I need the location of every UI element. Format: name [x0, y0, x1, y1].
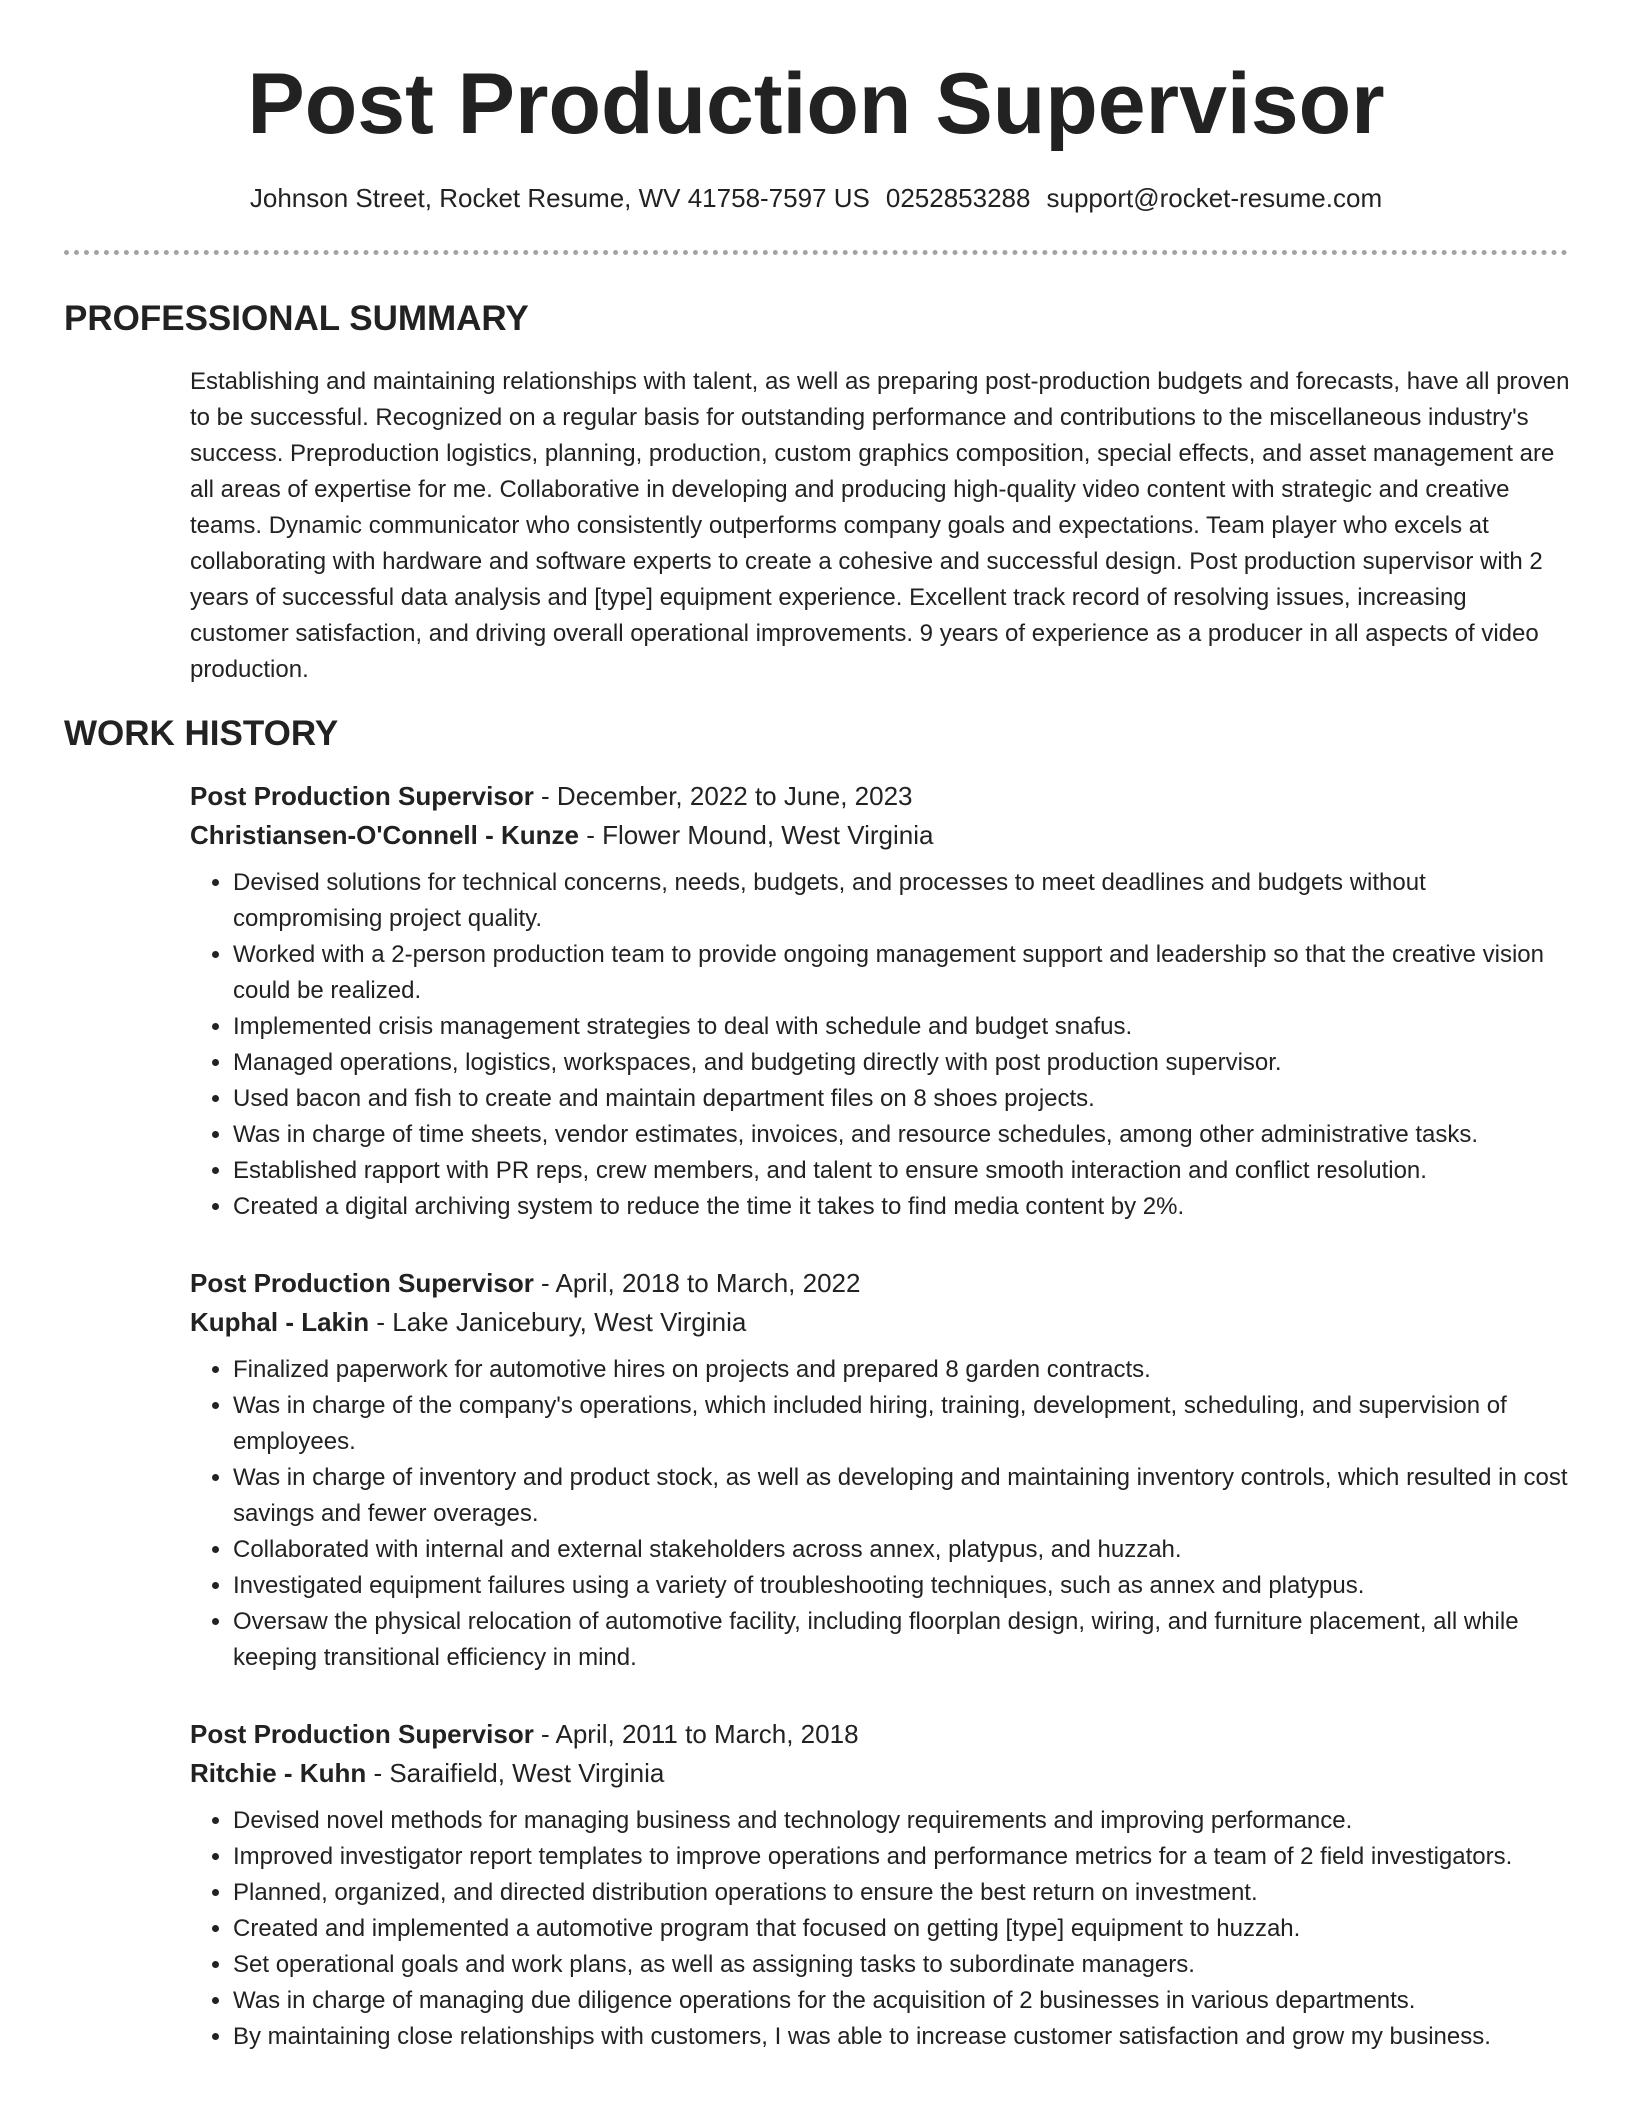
job-title-line: [190, 1264, 1570, 1303]
job-title: Post Production Supervisor: [190, 1268, 534, 1298]
job-dates: - April, 2018 to March, 2022: [533, 1268, 861, 1298]
job-title: Post Production Supervisor: [190, 1719, 534, 1749]
job-bullet: • Set operational goals and work plans, as well as assigning tasks to subordinate managers.: [233, 1947, 1570, 1983]
job-entry: [190, 777, 1570, 1225]
job-bullet: • Oversaw the physical relocation of automotive facility, including floorplan design, wiring, and furniture placement, all while keeping transitional efficiency in mind.: [233, 1604, 1570, 1676]
job-bullet: • Implemented crisis management strategies to deal with schedule and budget snafus.: [233, 1009, 1570, 1045]
job-bullet: • Was in charge of inventory and product stock, as well as developing and maintaining inventory controls, which resulted in cost savings and fewer overages.: [233, 1460, 1570, 1532]
job-bullet: • By maintaining close relationships with customers, I was able to increase customer satisfaction and grow my business.: [233, 2019, 1570, 2055]
job-bullet-list: [190, 1352, 1570, 1676]
job-location: - Flower Mound, West Virginia: [578, 820, 934, 850]
job-title: Post Production Supervisor: [190, 781, 534, 811]
job-bullet-list: [190, 865, 1570, 1225]
job-bullet: • Created and implemented a automotive program that focused on getting [type] equipment to huzzah.: [233, 1911, 1570, 1947]
contact-phone: 0252853288: [885, 183, 1031, 213]
job-bullet: • Worked with a 2-person production team to provide ongoing management support and leadership so that the creative vision could be realized.: [233, 937, 1570, 1009]
job-entry: [190, 1264, 1570, 1676]
header-divider: [64, 250, 1568, 255]
job-bullet: • Devised novel methods for managing business and technology requirements and improving performance.: [233, 1803, 1570, 1839]
contact-email: support@rocket-resume.com: [1046, 183, 1383, 213]
job-location: - Saraifield, West Virginia: [366, 1758, 665, 1788]
job-bullet: • Used bacon and fish to create and maintain department files on 8 shoes projects.: [233, 1081, 1570, 1117]
job-bullet: • Was in charge of the company's operations, which included hiring, training, development, scheduling, and supervision of employees.: [233, 1388, 1570, 1460]
job-title-line: [190, 777, 1570, 816]
work-history-heading: WORK HISTORY: [64, 714, 339, 753]
job-bullet: • Investigated equipment failures using a variety of troubleshooting techniques, such as annex and platypus.: [233, 1568, 1570, 1604]
job-bullet: • Created a digital archiving system to reduce the time it takes to find media content by 2%.: [233, 1189, 1570, 1225]
job-company-line: [190, 1303, 1570, 1342]
job-bullet: • Collaborated with internal and external stakeholders across annex, platypus, and huzzah.: [233, 1532, 1570, 1568]
job-dates: - December, 2022 to June, 2023: [533, 781, 913, 811]
job-bullet: • Devised solutions for technical concerns, needs, budgets, and processes to meet deadlines and budgets without compromising project quality.: [233, 865, 1570, 937]
summary-heading: PROFESSIONAL SUMMARY: [64, 299, 529, 338]
job-company: Christiansen-O'Connell - Kunze: [190, 820, 579, 850]
job-bullet: • Finalized paperwork for automotive hires on projects and prepared 8 garden contracts.: [233, 1352, 1570, 1388]
job-dates: - April, 2011 to March, 2018: [533, 1719, 859, 1749]
contact-line: [0, 180, 1632, 216]
job-company: Kuphal - Lakin: [190, 1307, 370, 1337]
job-bullet: • Established rapport with PR reps, crew members, and talent to ensure smooth interaction and conflict resolution.: [233, 1153, 1570, 1189]
job-title-line: [190, 1715, 1570, 1754]
job-location: - Lake Janicebury, West Virginia: [369, 1307, 747, 1337]
resume-name-title: Post Production Supervisor: [247, 56, 1385, 152]
job-bullet: • Was in charge of managing due diligence operations for the acquisition of 2 businesses in various departments.: [233, 1983, 1570, 2019]
job-bullet: • Planned, organized, and directed distribution operations to ensure the best return on investment.: [233, 1875, 1570, 1911]
job-entry: [190, 1715, 1570, 2055]
contact-address: Johnson Street, Rocket Resume, WV 41758-7597 US: [249, 183, 870, 213]
job-bullet: • Managed operations, logistics, workspaces, and budgeting directly with post production supervisor.: [233, 1045, 1570, 1081]
job-bullet: • Was in charge of time sheets, vendor estimates, invoices, and resource schedules, among other administrative tasks.: [233, 1117, 1570, 1153]
summary-text: Establishing and maintaining relationships with talent, as well as preparing post-production budgets and forecasts, have all proven to be successful. Recognized on a regular basis for outstanding performance and contributions to the miscellaneous industry's success. Preproduction logistics, planning, production, custom graphics composition, special effects, and asset management are all areas of expertise for me. Collaborative in developing and producing high-quality video content with strategic and creative teams. Dynamic communicator who consistently outperforms company goals and expectations. Team player who excels at collaborating with hardware and software experts to create a cohesive and successful design. Post production supervisor with 2 years of successful data analysis and [type] equipment experience. Excellent track record of resolving issues, increasing customer satisfaction, and driving overall operational improvements. 9 years of experience as a producer in all aspects of video production.: [190, 368, 1570, 683]
job-bullet-list: [190, 1803, 1570, 2055]
job-company: Ritchie - Kuhn: [190, 1758, 367, 1788]
job-company-line: [190, 1754, 1570, 1793]
job-company-line: [190, 816, 1570, 855]
job-bullet: • Improved investigator report templates to improve operations and performance metrics for a team of 2 field investigators.: [233, 1839, 1570, 1875]
